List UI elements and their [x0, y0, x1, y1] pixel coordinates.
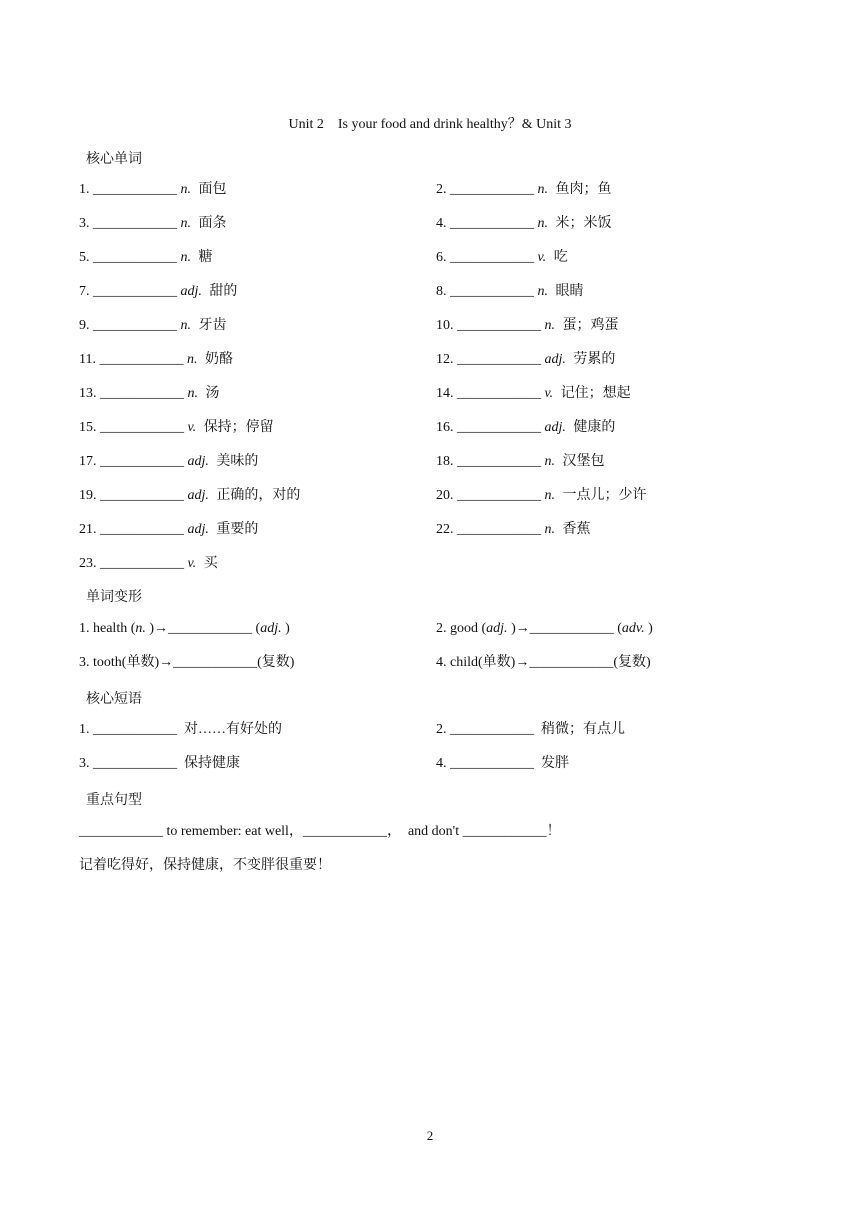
part-of-speech: v. — [187, 556, 197, 571]
answer-blank: ____________ — [93, 756, 177, 771]
answer-blank: ____________ — [100, 386, 184, 401]
meaning: 保持；停留 — [203, 420, 274, 435]
answer-blank: ____________ — [529, 655, 614, 670]
answer-blank: ____________ — [450, 284, 534, 299]
meaning: 蛋；鸡蛋 — [562, 318, 619, 333]
answer-blank: ____________ — [93, 318, 177, 333]
answer-blank: ____________ — [93, 216, 177, 231]
core-word-item: 8. ____________ n. 眼睛 — [436, 284, 584, 299]
answer-blank: ____________ — [450, 250, 534, 265]
phrase-item: 2. ____________ 稍微；有点儿 — [436, 722, 625, 737]
core-word-item: 6. ____________ v. 吃 — [436, 250, 568, 265]
meaning: 正确的，对的 — [216, 488, 301, 503]
part-of-speech: n. — [180, 216, 191, 231]
section-heading-core-phrases: 核心短语 — [86, 692, 142, 707]
core-word-item: 3. ____________ n. 面条 — [79, 216, 227, 231]
part-of-speech: n. — [537, 284, 548, 299]
core-word-item: 12. ____________ adj. 劳累的 — [436, 352, 616, 367]
core-word-item: 18. ____________ n. 汉堡包 — [436, 454, 605, 469]
meaning: 面条 — [198, 216, 227, 231]
section-heading-core-words: 核心单词 — [86, 152, 142, 167]
part-of-speech: adj. — [544, 420, 566, 435]
meaning: 牙齿 — [198, 318, 227, 333]
answer-blank: ____________ — [457, 386, 541, 401]
meaning: 面包 — [198, 182, 227, 197]
core-word-item: 7. ____________ adj. 甜的 — [79, 284, 238, 299]
word-form-item: 1. health (n. )→____________ (adj. ) — [79, 621, 290, 636]
meaning: 劳累的 — [573, 352, 616, 367]
part-of-speech: v. — [187, 420, 197, 435]
page-number: 2 — [426, 1128, 434, 1143]
meaning: 美味的 — [216, 454, 259, 469]
answer-blank: ____________ — [93, 182, 177, 197]
core-word-item: 16. ____________ adj. 健康的 — [436, 420, 616, 435]
meaning: 眼睛 — [555, 284, 584, 299]
answer-blank: ____________ — [457, 420, 541, 435]
answer-blank: ____________ — [100, 556, 184, 571]
part-of-speech: n. — [544, 318, 555, 333]
answer-blank: ____________ — [100, 522, 184, 537]
meaning: 奶酪 — [204, 352, 233, 367]
phrase-item: 4. ____________ 发胖 — [436, 756, 569, 771]
answer-blank: ____________ — [450, 722, 534, 737]
answer-blank: ____________ — [100, 488, 184, 503]
part-of-speech: n. — [180, 182, 191, 197]
core-word-item: 20. ____________ n. 一点儿；少许 — [436, 488, 647, 503]
core-word-item: 10. ____________ n. 蛋；鸡蛋 — [436, 318, 619, 333]
part-of-speech: n. — [180, 318, 191, 333]
word-form-item: 2. good (adj. )→____________ (adv. ) — [436, 621, 653, 636]
answer-blank: ____________ — [457, 352, 541, 367]
core-word-item: 1. ____________ n. 面包 — [79, 182, 227, 197]
meaning: 香蕉 — [562, 522, 591, 537]
answer-blank: ____________ — [93, 284, 177, 299]
answer-blank: ____________ — [450, 182, 534, 197]
core-word-item: 9. ____________ n. 牙齿 — [79, 318, 227, 333]
answer-blank: ____________ — [457, 454, 541, 469]
part-of-speech: v. — [537, 250, 547, 265]
core-word-item: 11. ____________ n. 奶酪 — [79, 352, 233, 367]
meaning: 甜的 — [209, 284, 238, 299]
answer-blank: ____________ — [457, 522, 541, 537]
answer-blank: ____________ — [462, 824, 547, 839]
part-of-speech: adj. — [187, 488, 209, 503]
answer-blank: ____________ — [168, 621, 253, 636]
phrase-item: 1. ____________ 对……有好处的 — [79, 722, 282, 737]
answer-blank: ____________ — [100, 420, 184, 435]
answer-blank: ____________ — [79, 824, 163, 839]
answer-blank: ____________ — [93, 722, 177, 737]
part-of-speech: n. — [544, 522, 555, 537]
part-of-speech: n. — [180, 250, 191, 265]
part-of-speech: n. — [537, 182, 548, 197]
core-word-item: 19. ____________ adj. 正确的，对的 — [79, 488, 301, 503]
part-of-speech: adj. — [187, 522, 209, 537]
core-word-item: 22. ____________ n. 香蕉 — [436, 522, 591, 537]
core-word-item: 23. ____________ v. 买 — [79, 556, 218, 571]
meaning: 糖 — [198, 250, 213, 265]
part-of-speech: adj. — [180, 284, 202, 299]
part-of-speech: n. — [544, 454, 555, 469]
meaning: 记住；想起 — [560, 386, 631, 401]
answer-blank: ____________ — [457, 318, 541, 333]
meaning: 买 — [203, 556, 218, 571]
core-word-item: 21. ____________ adj. 重要的 — [79, 522, 259, 537]
answer-blank: ____________ — [450, 216, 534, 231]
core-word-item: 14. ____________ v. 记住；想起 — [436, 386, 631, 401]
part-of-speech: n. — [544, 488, 555, 503]
part-of-speech: adj. — [187, 454, 209, 469]
meaning: 吃 — [553, 250, 568, 265]
key-sentence-translation: 记着吃得好，保持健康，不变胖很重要！ — [79, 858, 331, 873]
meaning: 一点儿；少许 — [562, 488, 647, 503]
section-heading-key-sentences: 重点句型 — [86, 793, 142, 808]
core-word-item: 17. ____________ adj. 美味的 — [79, 454, 259, 469]
core-word-item: 13. ____________ n. 汤 — [79, 386, 220, 401]
phrase-item: 3. ____________ 保持健康 — [79, 756, 240, 771]
meaning: 鱼肉；鱼 — [555, 182, 612, 197]
core-word-item: 4. ____________ n. 米；米饭 — [436, 216, 612, 231]
part-of-speech: adj. — [544, 352, 566, 367]
meaning: 汤 — [205, 386, 220, 401]
part-of-speech: n. — [186, 352, 198, 367]
meaning: 健康的 — [573, 420, 616, 435]
meaning: 米；米饭 — [555, 216, 612, 231]
answer-blank: ____________ — [93, 250, 177, 265]
word-form-item: 4. child(单数)→____________(复数) — [436, 655, 651, 670]
part-of-speech: n. — [537, 216, 548, 231]
section-heading-word-forms: 单词变形 — [86, 590, 142, 605]
core-word-item: 15. ____________ v. 保持；停留 — [79, 420, 274, 435]
page-title: Unit 2 Is your food and drink healthy？& Unit 3 — [288, 117, 572, 132]
core-word-item: 5. ____________ n. 糖 — [79, 250, 213, 265]
core-word-item: 2. ____________ n. 鱼肉；鱼 — [436, 182, 612, 197]
part-of-speech: n. — [187, 386, 198, 401]
answer-blank: ____________ — [100, 454, 184, 469]
meaning: 重要的 — [216, 522, 259, 537]
answer-blank: ____________ — [450, 756, 534, 771]
answer-blank: ____________ — [302, 824, 387, 839]
answer-blank: ____________ — [457, 488, 541, 503]
answer-blank: ____________ — [173, 655, 258, 670]
word-form-item: 3. tooth(单数)→____________(复数) — [79, 655, 295, 670]
key-sentence: ____________ to remember: eat well，____________， and don't ____________！ — [79, 824, 561, 839]
meaning: 汉堡包 — [562, 454, 605, 469]
answer-blank: ____________ — [529, 621, 614, 636]
part-of-speech: v. — [544, 386, 554, 401]
answer-blank: ____________ — [99, 352, 184, 367]
